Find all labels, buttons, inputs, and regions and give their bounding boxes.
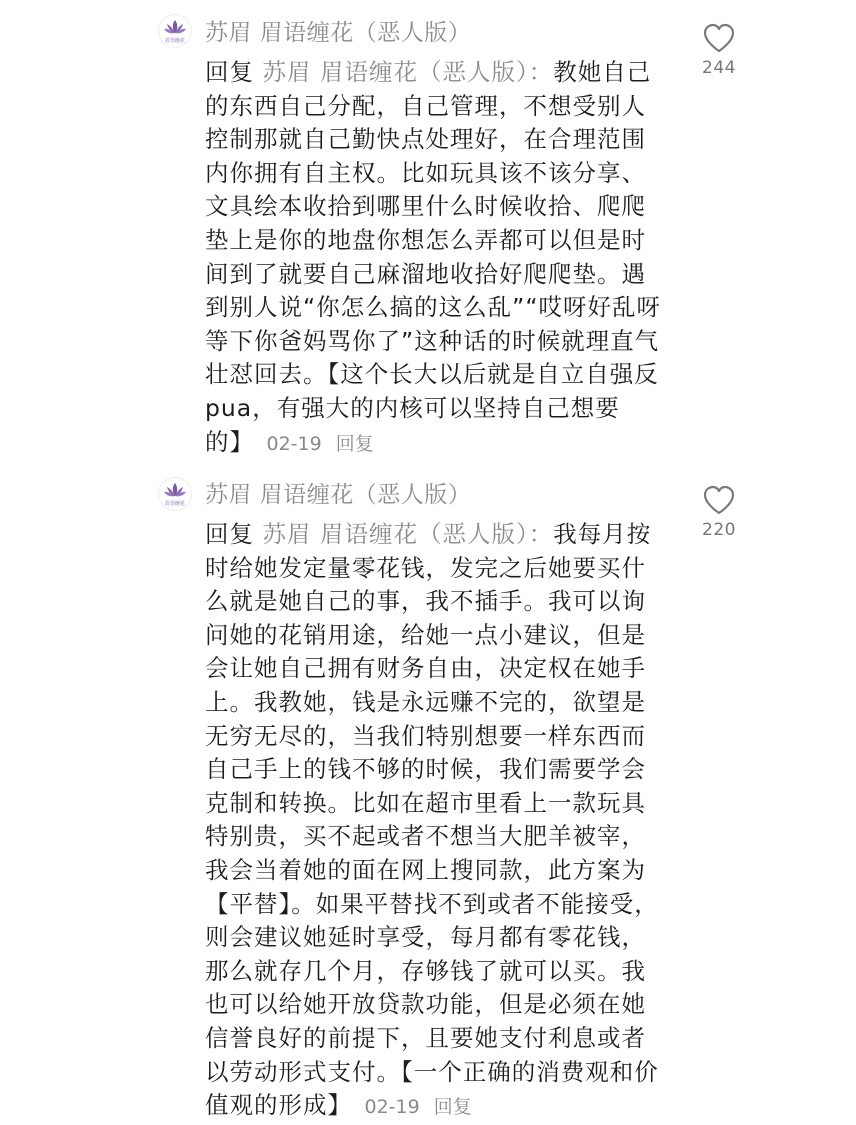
comment-body — [205, 518, 667, 1125]
avatar-caption: 眉语缠花 — [164, 38, 185, 44]
avatar-caption: 眉语缠花 — [164, 501, 185, 507]
comment-text: 我每月按时给她发定量零花钱，发完之后她要买什么就是她自己的事，我不插手。我可以询问她的花销用途，给她一点小建议，但是会让她自己拥有财务自由，决定权在她手上。我教她，钱是永远赚不完的，欲望是无穷无尽的，当我们特别想要一样东西而自己手上的钱不够的时候，我们需要学会克制和转换。比如在超市里看上一款玩具特别贵，买不起或者不想当大肥羊被宰，我会当着她的面在网上搜同款，此方案为【平替】。如果平替找不到或者不能接受，则会建议她延时享受，每月都有零花钱，那么就存几个月，存够钱了就可以买。我也可以给她开放贷款功能，但是必须在她信誉良好的前提下，且要她支付利息或者以劳动形式支付。【一个正确的消费观和价值观的形成】 — [205, 520, 659, 1120]
comment-text: 教她自己的东西自己分配，自己管理，不想受别人控制那就自己勤快点处理好，在合理范围内你拥有自主权。比如玩具该不该分享、文具绘本收拾到哪里什么时候收拾、爬爬垫上是你的地盘你想怎么弄都可以但是时间到了就要自己麻溜地收拾好爬爬垫。遇到别人说“你怎么搞的这么乱”“哎呀好乱呀等下你爸妈骂你了”这种话的时候就理直气壮怼回去。【这个长大以后就是自立自强反pua，有强大的内核可以坚持自己想要的】 — [205, 58, 662, 456]
comment-author[interactable]: 苏眉 眉语缠花（恶人版） — [205, 20, 472, 46]
like-button[interactable] — [696, 484, 742, 540]
reply-button[interactable]: 回复 — [433, 1096, 472, 1119]
reply-prefix: 回复 — [205, 520, 254, 548]
reply-target-name[interactable]: 苏眉 眉语缠花（恶人版） — [262, 520, 529, 548]
avatar[interactable] — [158, 14, 192, 48]
comment-date: 02-19 — [364, 1096, 420, 1119]
like-count: 244 — [702, 58, 736, 78]
reply-separator: ： — [528, 58, 554, 86]
like-count: 220 — [702, 520, 736, 540]
comment-meta — [262, 433, 373, 455]
comment-date: 02-19 — [266, 432, 322, 455]
comment-body — [205, 56, 667, 461]
reply-separator: ： — [528, 520, 554, 548]
like-button[interactable] — [696, 22, 742, 78]
reply-prefix: 回复 — [205, 58, 254, 86]
heart-outline-icon — [702, 484, 736, 516]
comment-meta — [360, 1096, 471, 1118]
comment-author[interactable]: 苏眉 眉语缠花（恶人版） — [205, 482, 472, 508]
avatar[interactable] — [158, 477, 192, 511]
reply-button[interactable]: 回复 — [335, 432, 374, 455]
reply-target-name[interactable]: 苏眉 眉语缠花（恶人版） — [262, 58, 529, 86]
heart-outline-icon — [702, 22, 736, 54]
